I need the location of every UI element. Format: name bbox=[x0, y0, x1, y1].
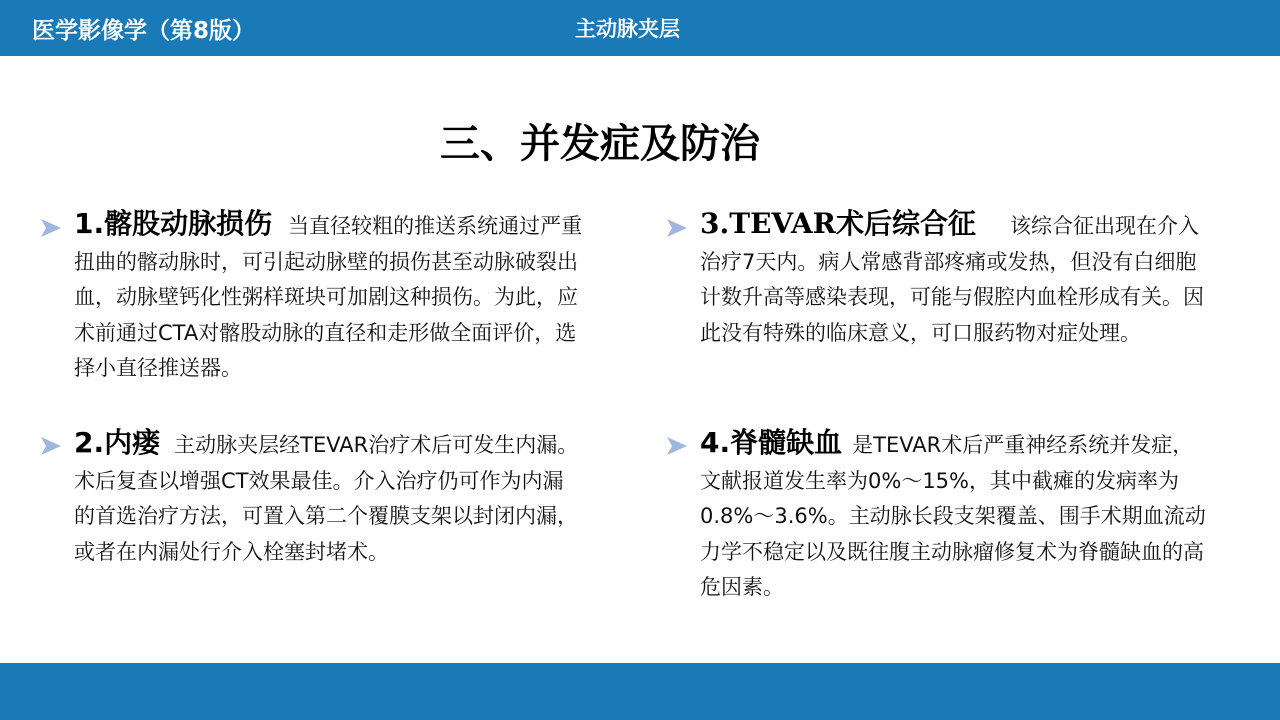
item-heading: 4.脊髓缺血 bbox=[700, 426, 843, 459]
item-text: 该综合征出现在介入治疗7天内。病人常感背部疼痛或发热，但没有白细胞计数升高等感染表现，可能与假腔内血栓形成有关。因此没有特殊的临床意义，可口服药物对症处理。 bbox=[700, 214, 1204, 345]
arrowhead-bullet-icon bbox=[40, 218, 62, 238]
arrowhead-bullet-icon bbox=[666, 436, 688, 456]
header-bar bbox=[0, 0, 1280, 56]
complication-item-post-tevar-syndrome bbox=[700, 206, 1210, 351]
item-heading: 2.内瘘 bbox=[74, 426, 161, 459]
item-heading: 3.TEVAR术后综合征 bbox=[700, 207, 976, 240]
item-heading: 1.髂股动脉损伤 bbox=[74, 207, 273, 240]
footer-bar bbox=[0, 663, 1280, 720]
complication-item-endoleak bbox=[74, 425, 584, 570]
complication-item-spinal-cord-ischemia bbox=[700, 425, 1210, 606]
slide-title: 三、并发症及防治 bbox=[440, 121, 760, 167]
chapter-title: 主动脉夹层 bbox=[575, 17, 680, 41]
arrowhead-bullet-icon bbox=[666, 218, 688, 238]
item-text: 当直径较粗的推送系统通过严重扭曲的髂动脉时，可引起动脉壁的损伤甚至动脉破裂出血，动脉壁钙化性粥样斑块可加剧这种损伤。为此，应术前通过CTA对髂股动脉的直径和走形做全面评价，选择小直径推送器。 bbox=[74, 214, 583, 380]
book-title: 医学影像学（第8版） bbox=[32, 18, 256, 44]
complication-item-iliofemoral-injury bbox=[74, 206, 584, 387]
item-text: 主动脉夹层经TEVAR治疗术后可发生内漏。术后复查以增强CT效果最佳。介入治疗仍可作为内漏的首选治疗方法，可置入第二个覆膜支架以封闭内漏，或者在内漏处行介入栓塞封堵术。 bbox=[74, 433, 579, 564]
item-text: 是TEVAR术后严重神经系统并发症，文献报道发生率为0%～15%，其中截瘫的发病率为0.8%～3.6%。主动脉长段支架覆盖、围手术期血流动力学不稳定以及既往腹主动脉瘤修复术为脊髓缺血的高危因素。 bbox=[700, 433, 1206, 599]
arrowhead-bullet-icon bbox=[40, 436, 62, 456]
